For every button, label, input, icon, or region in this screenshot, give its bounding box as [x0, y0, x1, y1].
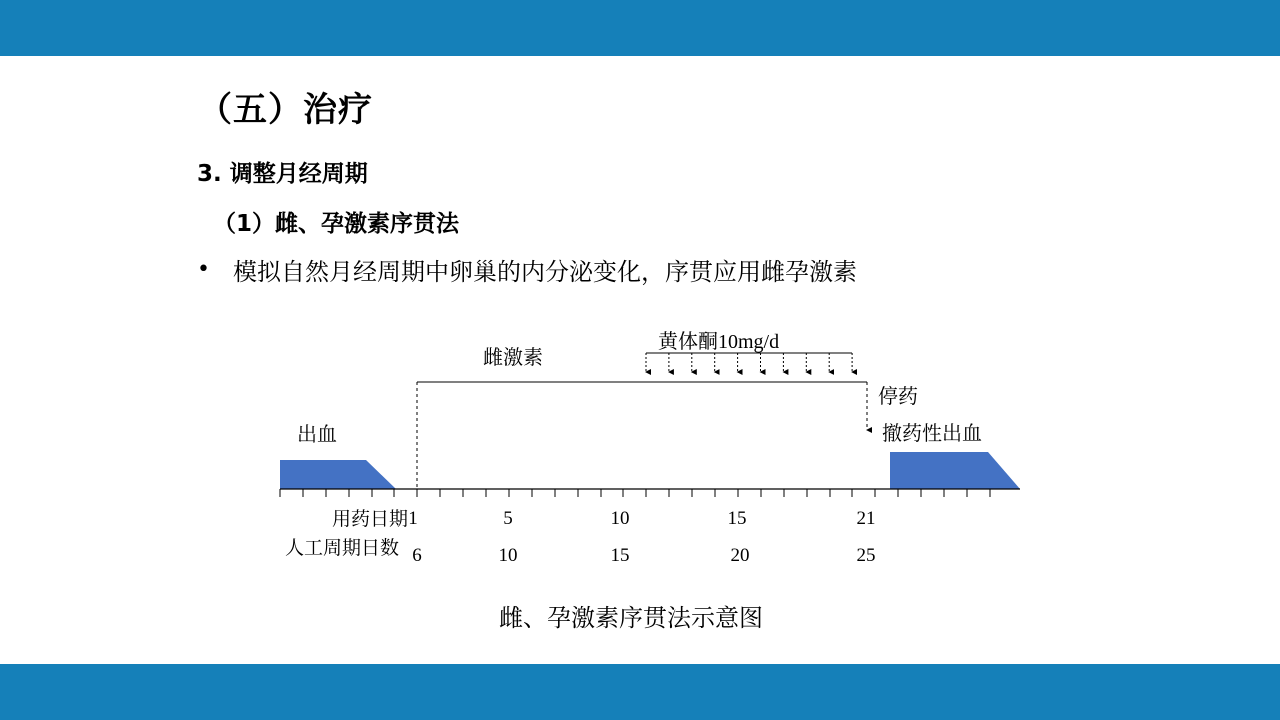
stop-label: 停药	[878, 384, 918, 408]
medication-day-tick: 15	[727, 508, 747, 529]
cycle-day-tick-labels	[412, 545, 875, 566]
timeline-ticks	[280, 489, 990, 497]
progesterone-label: 黄体酮10mg/d	[658, 331, 780, 353]
withdrawal-bleeding-block	[890, 452, 1020, 489]
cycle-day-tick: 6	[412, 545, 422, 566]
cycle-day-tick: 25	[856, 545, 876, 566]
medication-day-tick: 5	[503, 508, 513, 529]
cycle-day-tick: 10	[498, 545, 518, 566]
medication-day-tick: 10	[610, 508, 630, 529]
cycle-day-tick: 15	[610, 545, 630, 566]
bullet-text: 模拟自然月经周期中卵巢的内分泌变化，序贯应用雌孕激素	[233, 258, 857, 286]
estrogen-label: 雌激素	[483, 345, 543, 369]
subsection-heading: （1）雌、孕激素序贯法	[213, 211, 460, 237]
diagram-caption: 雌、孕激素序贯法示意图	[499, 604, 763, 632]
section-heading: 3. 调整月经周期	[197, 161, 368, 187]
medication-day-tick-labels	[408, 508, 875, 529]
bottom-banner	[0, 664, 1280, 720]
bleeding-label: 出血	[297, 422, 337, 446]
bullet-dot-icon: •	[197, 257, 210, 282]
medication-day-tick: 1	[408, 508, 418, 529]
medication-day-tick: 21	[856, 508, 876, 529]
progesterone-arrows	[646, 353, 852, 372]
slide-title: （五）治疗	[198, 90, 373, 130]
cycle-day-row-label: 人工周期日数	[284, 537, 399, 559]
medication-day-row-label: 用药日期	[331, 508, 408, 530]
bleeding-block	[280, 460, 396, 489]
withdrawal-bleeding-label: 撤药性出血	[882, 421, 982, 445]
cycle-day-tick: 20	[730, 545, 750, 566]
